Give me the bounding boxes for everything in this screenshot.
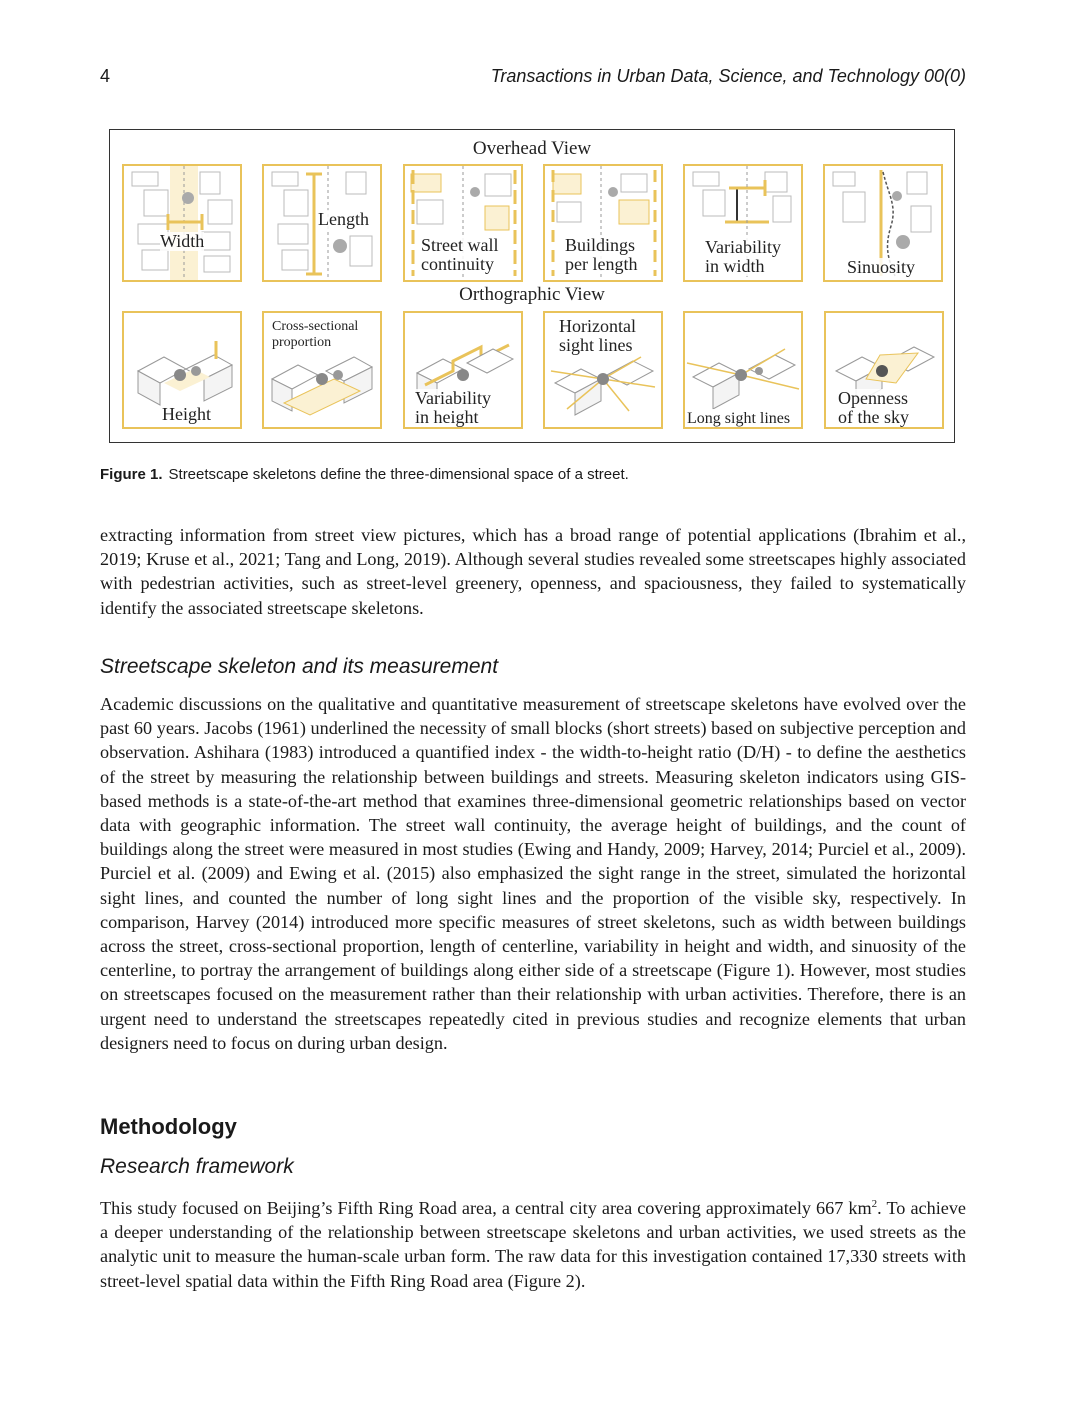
paragraph-3-part-1: This study focused on Beijing’s Fifth Ring Road area, a central city area covering approximately 667 km xyxy=(100,1198,872,1219)
panel-variability-in-width xyxy=(683,164,803,282)
panel-cross-sectional-proportion-label: Cross-sectional proportion xyxy=(272,319,359,350)
panel-long-sight-lines-label: Long sight lines xyxy=(687,410,791,427)
journal-title: Transactions in Urban Data, Science, and Technology 00(0) xyxy=(490,66,966,86)
section-heading-methodology: Methodology xyxy=(100,1114,237,1139)
panel-width-label: Width xyxy=(160,231,205,251)
panel-height-label: Height xyxy=(162,404,211,424)
panel-buildings-per-length-label: Buildings per length xyxy=(565,235,638,274)
figure-1 xyxy=(109,129,955,443)
panel-height xyxy=(122,311,242,429)
panel-openness-of-the-sky-label: Openness of the sky xyxy=(838,388,909,427)
body-paragraph-2: Academic discussions on the qualitative and quantitative measurement of streetscape skeletons have evolved over the past 60 years. Jacobs (1961) underlined the necessity of small blocks (short streets) based on subjective perception and observation. Ashihara (1983) introduced a quantified index - the width-to-height ratio (D/H) - to define the aesthetics of the street by measuring the relationship between buildings and streets. Measuring skeleton indicators using GIS-based methods is a state-of-the-art method that examines three-dimensional geometric relationships based on vector data with geographic information. The street wall continuity, the average height of buildings, and the count of buildings along the street were measured in most studies (Ewing and Handy, 2009; Harvey, 2014; Purciel et al., 2009). Purciel et al. (2009) and Ewing et al. (2015) also emphasized the sight range in the street, simulated the horizontal sight lines, and counted the number of long sight lines and the proportion of the visible sky, respectively. In comparison, Harvey (2014) introduced more specific measures of street skeletons, such as width between buildings across the street, cross-sectional proportion, length of centerline, variability in height and width, and sinuosity of the centerline, to portray the arrangement of buildings along either side of a streetscape (Figure 1). However, most studies on streetscapes focused on the measurement rather than their relationship with urban activities. Therefore, there is an urgent need to understand the streetscapes repeatedly cited in previous studies and recognize elements that urban designers need to focus on during urban design. xyxy=(100,694,966,1053)
panel-buildings-per-length xyxy=(543,164,663,282)
width-diagram xyxy=(124,166,240,280)
panel-street-wall-continuity xyxy=(403,164,523,282)
panel-length xyxy=(262,164,382,282)
panel-variability-in-width-label: Variability in width xyxy=(705,237,781,276)
overhead-view-title: Overhead View xyxy=(472,138,592,159)
body-paragraph-1: extracting information from street view pictures, which has a broad range of potential applications (Ibrahim et al., 2019; Kruse et al., 2021; Tang and Long, 2019). Although several studies revealed some streetscapes highly associated with pedestrian activities, such as street-level greenery, openness, and spaciousness, they failed to systematically identify the associated streetscape skeletons. xyxy=(100,525,966,618)
panel-variability-in-height xyxy=(403,311,523,429)
figure-caption-label: Figure 1. xyxy=(100,466,163,483)
figure-caption-text: Streetscape skeletons define the three-dimensional space of a street. xyxy=(168,466,629,483)
paragraph-3-superscript: 2 xyxy=(871,1198,878,1210)
panel-street-wall-continuity-label: Street wall continuity xyxy=(421,235,499,274)
running-header xyxy=(100,66,966,94)
panel-long-sight-lines xyxy=(683,311,803,429)
panel-sinuosity-label: Sinuosity xyxy=(847,257,916,277)
panel-cross-sectional-proportion xyxy=(262,311,382,429)
panel-openness-of-the-sky xyxy=(824,311,944,429)
body-paragraph-3 xyxy=(100,1192,966,1293)
panel-variability-in-height-label: Variability in height xyxy=(415,388,491,427)
orthographic-view-title: Orthographic View xyxy=(459,284,605,305)
panel-sinuosity xyxy=(823,164,943,282)
subheading-research-framework: Research framework xyxy=(100,1155,294,1178)
subheading-streetscape-skeleton: Streetscape skeleton and its measurement xyxy=(100,655,499,678)
panel-horizontal-sight-lines-label: Horizontal sight lines xyxy=(559,316,636,355)
panel-width xyxy=(122,164,242,282)
paragraph-3-part-2: . To achieve a deeper understanding of the relationship between streetscape skeletons and urban activities, we used streets as the analytic unit to measure the human-scale urban form. The raw data for this investigation contained 17,330 streets with street-level spatial data within the Fifth Ring Road area (Figure 2). xyxy=(100,1198,966,1291)
page-number: 4 xyxy=(100,66,111,86)
panel-horizontal-sight-lines xyxy=(543,311,663,429)
panel-length-label: Length xyxy=(318,209,369,229)
figure-caption xyxy=(100,466,629,483)
